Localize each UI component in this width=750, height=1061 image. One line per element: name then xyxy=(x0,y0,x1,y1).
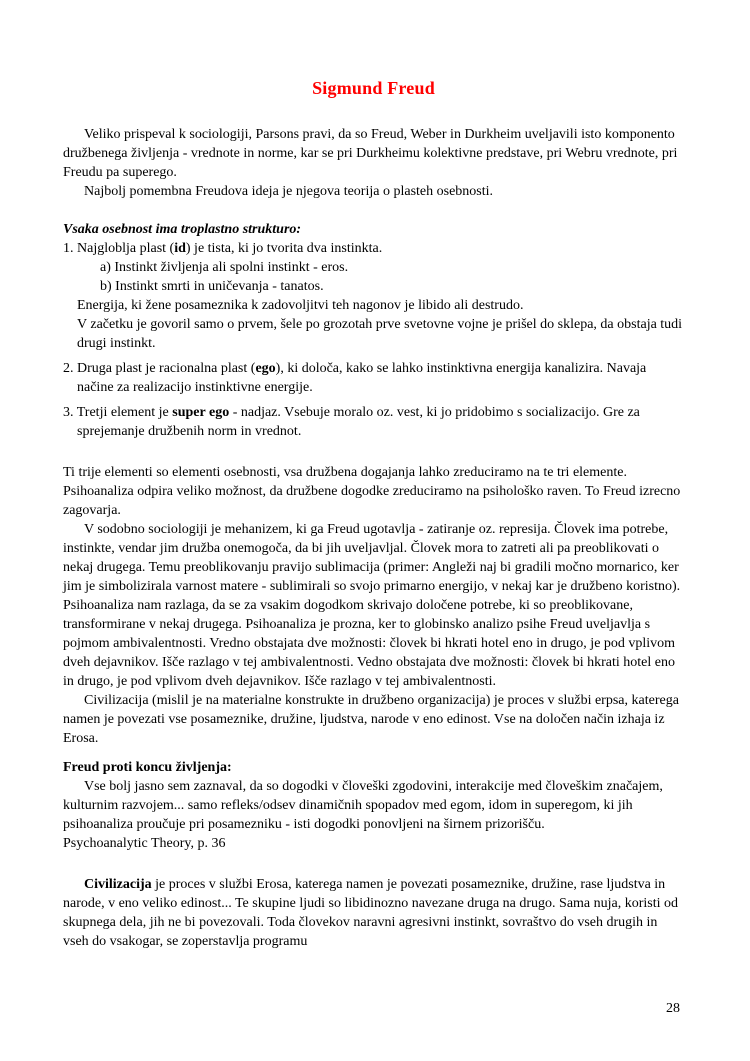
list-item-number: 3. xyxy=(63,405,74,420)
sub-item-eros: a) Instinkt življenja ali spolni instinkt - eros. xyxy=(100,260,349,275)
paragraph-repression-sublimation: V sodobno sociologiji je mehanizem, ki ga Freud ugotavlja - zatiranje oz. represija. Človek ima potrebe, instinkte, vendar jim družba onemogoča, da bi jih uveljavljal. Človek mora to zatreti ali pa preoblikovati o nekaj drugega. Temu preoblikovanju pravijo sublimacija (primer: Angleži naj bi gradili močno mornarico, ker jim je simbolizirala varnost matere - sublimirali so svojo primarno energijo, v nekaj kar je družbeno koristno). Psihoanaliza nam razlaga, da se za vsakim dogodkom skrivajo določene potrebe, ki so preoblikovane, transformirane v nekaj drugega. Psihoanaliza je prozna, ker to globinsko analizo psihe Freud uveljavlja s pojmom ambivalentnosti. Vredno obstajata dve možnosti: človek bi hkrati hotel eno in drugo, je pod vplivom dveh dejavnikov. Išče razlago v tej ambivalentnosti. Vedno obstajata dve možnosti: človek bi hkrati hotel eno in drugo, je pod vplivom dveh dejavnikov. Išče razlago v tej ambivalentnosti. xyxy=(63,522,681,689)
page-title: Sigmund Freud xyxy=(312,78,435,98)
list-item-ego xyxy=(63,359,684,397)
paragraph-civilization-quote xyxy=(63,875,684,951)
list-item-number: 1. xyxy=(63,241,74,256)
document-body xyxy=(63,125,684,951)
paragraph-intro: Veliko prispeval k sociologiji, Parsons pravi, da so Freud, Weber in Durkheim uveljavili isto komponento družbenega življenja - vrednote in norme, kar se pri Durkheimu kolektivne predstave, pri Webru vrednote, pri Freudu pa superego. xyxy=(63,127,678,180)
list-item-bold-term: id xyxy=(174,241,186,256)
paragraph-civilization-eros: Civilizacija (mislil je na materialne konstrukte in družbeno organizacija) je proces v službi erpsa, katerega namen je povezati vse posameznike, družine, ljudstva, narode v eno edinost. Vse na določen način izhaja iz Erosa. xyxy=(63,693,679,746)
civilization-quote-text: je proces v službi Erosa, katerega namen je povezati posameznike, družine, rase ljudstva in narode, v eno veliko edinost... Te skupine ljudi so libidinozno navezane druga na drugo. Sama nuja, koristi od skupnega dela, jih ne bi povezovali. Toda človekov naravni agresivni instinkt, sovraštvo do vseh drugih in vseh do vsakogar, se zoperstavlja programu xyxy=(63,877,679,949)
civilization-bold-term: Civilizacija xyxy=(84,877,152,892)
section-heading-late-freud: Freud proti koncu življenja: xyxy=(63,760,232,775)
sub-item-tanatos: b) Instinkt smrti in uničevanja - tanatos. xyxy=(100,279,324,294)
list-item-text-post: ), ki določa, kako se lahko instinktivna energija kanalizira. Navaja načine za realizacijo instinktivne energije. xyxy=(77,361,647,395)
section-heading-structure: Vsaka osebnost ima troplastno strukturo: xyxy=(63,222,302,237)
list-item-text-pre: Najgloblja plast ( xyxy=(77,241,175,256)
list-item-text-post: ) je tista, ki jo tvorita dva instinkta. xyxy=(185,241,383,256)
list-item-bold-term: ego xyxy=(255,361,276,376)
list-item-text-pre: Druga plast je racionalna plast ( xyxy=(77,361,256,376)
list-item-continuation-energija: Energija, ki žene posameznika k zadovoljitvi teh nagonov je libido ali destrudo. xyxy=(77,298,524,313)
list-item-number: 2. xyxy=(63,361,74,376)
page-number: 28 xyxy=(666,1001,680,1016)
paragraph-three-elements: Ti trije elementi so elementi osebnosti, vsa družbena dogajanja lahko zreduciramo na te tri elemente. Psihoanaliza odpira veliko možnost, da družbene dogodke zreduciramo na psihološko raven. To Freud izrecno zagovarja. xyxy=(63,465,681,518)
list-item-superego xyxy=(63,403,684,441)
paragraph-main-idea: Najbolj pomembna Freudova ideja je njegova teorija o plasteh osebnosti. xyxy=(84,184,494,199)
citation-psychoanalytic-theory: Psychoanalytic Theory, p. 36 xyxy=(63,836,226,851)
list-item-text-post: - nadjaz. Vsebuje moralo oz. vest, ki jo pridobimo s socializacijo. Gre za sprejemanje družbenih norm in vrednot. xyxy=(77,405,640,439)
list-item-id xyxy=(63,239,684,353)
list-item-continuation-zacetek: V začetku je govoril samo o prvem, šele po grozotah prve svetovne vojne je prišel do sklepa, da obstaja tudi drugi instinkt. xyxy=(77,317,683,351)
paragraph-late-freud-quote: Vse bolj jasno sem zaznaval, da so dogodki v človeški zgodovini, interakcije med človeškim značajem, kulturnim razvojem... samo refleks/odsev dinamičnih spopadov med egom, idom in superegom, ki jih psihoanaliza proučuje pri posamezniku - isti dogodki ponovljeni na širnem prizorišču. xyxy=(63,779,663,832)
list-item-text-pre: Tretji element je xyxy=(76,405,173,420)
list-item-bold-term: super ego xyxy=(172,405,230,420)
